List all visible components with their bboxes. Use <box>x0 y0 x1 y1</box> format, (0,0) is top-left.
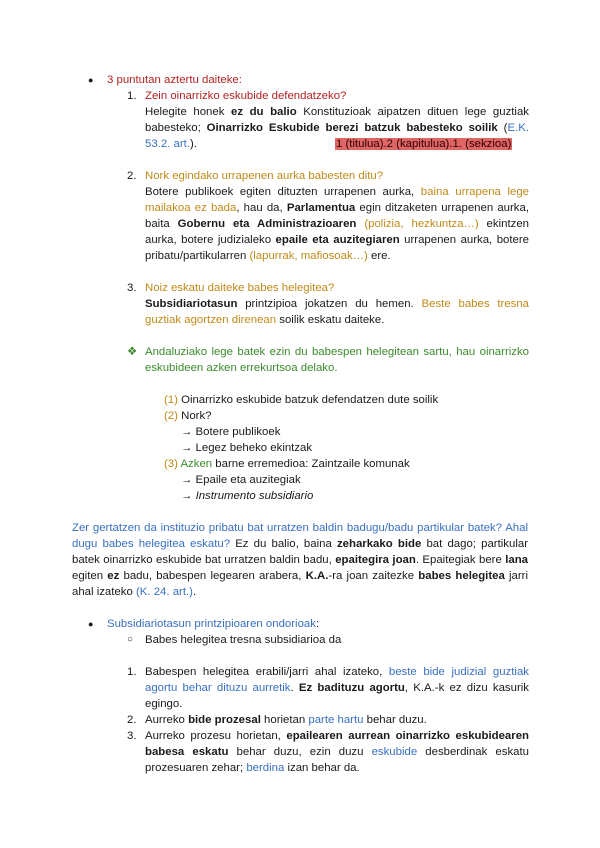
bullet-dot: ● <box>88 619 94 629</box>
note-text: Andaluziako lege batek ezin du babespen helegitean sartu, hau oinarrizko eskubideen azken errekurtsoa delako. <box>145 346 529 374</box>
highlighted-reference: 1 (titulua).2 (kapitulua).1. (sekzioa) <box>336 138 512 150</box>
list-subitem: → Legez beheko ekintzak <box>181 442 313 454</box>
item-question: Nork egindako urrapenen aurka babesten ditu? <box>145 170 384 182</box>
item-number: 3. <box>127 282 137 294</box>
body-paragraph: Zer gertatzen da instituzio pribatu bat urratzen baldin badugu/badu partikular batek? Ahal dugu babes helegitea eskatu? Ez du balio, baina zeharkako bide bat dago; partikular batek oinarrizko eskubide bat urratzen baldin badu, epaitegira joan. Epaitegiak bere lana egiten ez badu, babespen legearen arabera, K.A.-ra joan zaitezke babes helegitea jarri ahal izateko (K. 24. art.). <box>72 522 529 598</box>
item-number: 1. <box>127 90 137 102</box>
item-answer: Subsidiariotasun printzipioa jokatzen du hemen. Beste babes tresna guztiak agortzen direnean soilik eskatu daiteke. <box>145 298 529 326</box>
item-question: Noiz eskatu daiteke babes helegitea? <box>145 282 335 294</box>
item-answer: Babespen helegitea erabili/jarri ahal izateko, beste bide judizial guztiak agortu behar dituzu aurretik. Ez badituzu agortu, K.A.-k ez dizu kasurik egingo. <box>145 666 529 710</box>
item-answer: Helegite honek ez du balio Konstituzioak aipatzen dituen lege guztiak babesteko; Oinarrizko Eskubide berezi batzuk babesteko soilik (E.K. 53.2. art.). <box>145 106 529 150</box>
list-item: (1) Oinarrizko eskubide batzuk defendatzen dute soilik <box>164 394 439 406</box>
list-subitem: → Botere publikoek <box>181 426 281 438</box>
list-subitem: → Instrumento subsidiario <box>181 490 314 502</box>
item-number: 3. <box>127 730 137 742</box>
list-item: (2) Nork? <box>164 410 212 422</box>
item-question: Zein oinarrizko eskubide defendatzeko? <box>145 90 347 102</box>
bullet-dot: ● <box>88 75 94 85</box>
item-answer: Aurreko bide prozesal horietan parte hartu behar duzu. <box>145 714 427 726</box>
list-subitem: → Epaile eta auzitegiak <box>181 474 301 486</box>
section-heading-1: 3 puntutan aztertu daiteke: <box>107 74 242 86</box>
item-answer: Aurreko prozesu horietan, epailearen aurrean oinarrizko eskubidearen babesa eskatu behar duzu, ezin duzu eskubide desberdinak eskatu prozesuaren zehar; berdina izan behar da. <box>145 730 529 774</box>
item-number: 2. <box>127 714 137 726</box>
section-heading-2: Subsidiariotasun printzipioaren ondorioak: <box>107 618 320 630</box>
note-marker: ❖ <box>127 346 138 358</box>
item-number: 2. <box>127 170 137 182</box>
item-answer: Botere publikoek egiten dituzten urrapenen aurka, baina urrapena lege mailakoa ez bada, hau da, Parlamentua egin ditzaketen urrapenen aurka, baita Gobernu eta Administrazioaren (polizia, hezkuntza…) ekintzen aurka, botere judizialeko epaile eta auzitegiaren urrapenen aurka, botere pribatu/partikularren (lapurrak, mafiosoak…) ere. <box>145 186 529 262</box>
item-number: 1. <box>127 666 137 678</box>
sub-bullet-text: Babes helegitea tresna subsidiarioa da <box>145 634 342 646</box>
list-item: (3) Azken barne erremedioa: Zaintzaile komunak <box>164 458 410 470</box>
circle-bullet: ○ <box>127 634 134 645</box>
